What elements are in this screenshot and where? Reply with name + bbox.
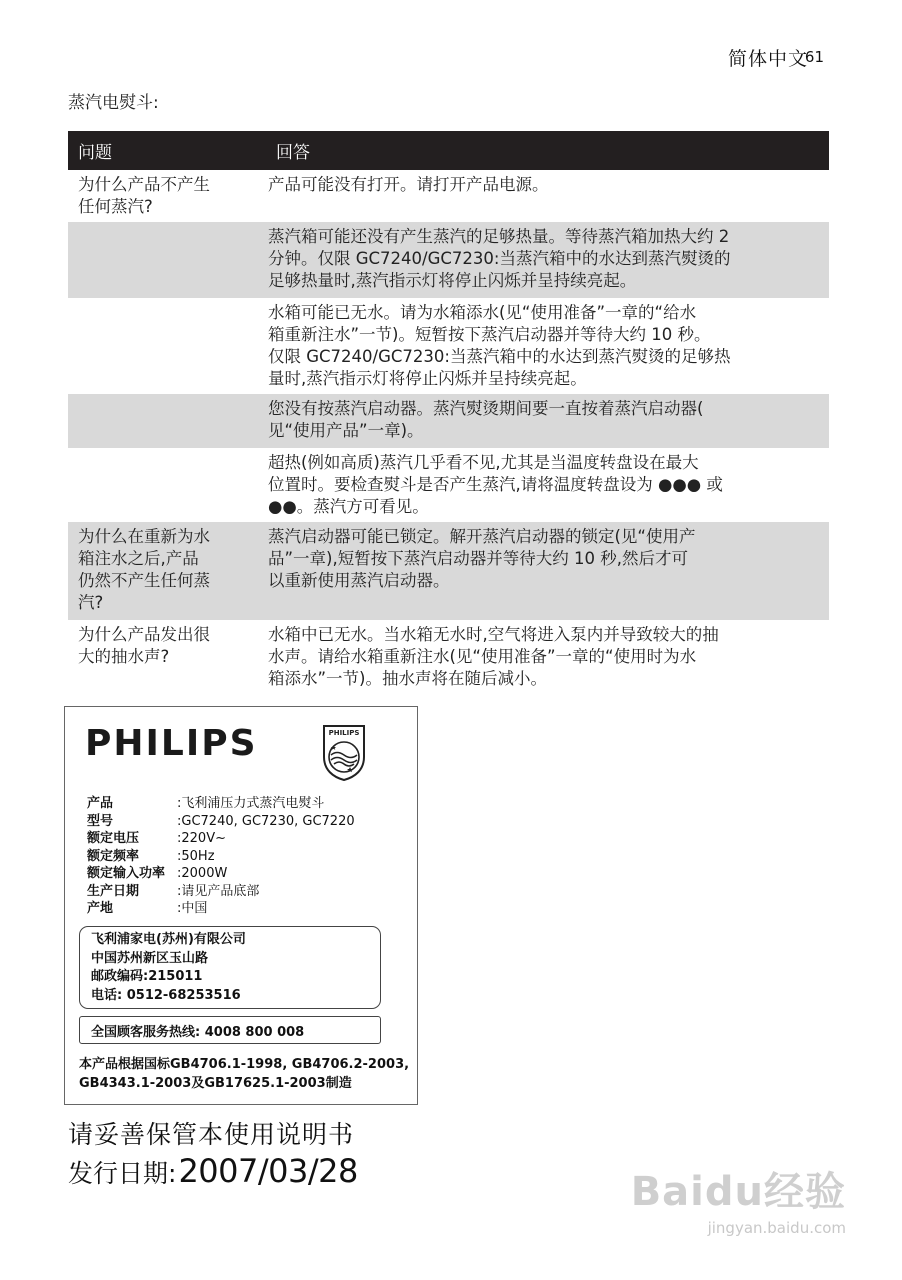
question-cell bbox=[68, 394, 268, 448]
question-line: 箱注水之后,产品 bbox=[78, 549, 199, 568]
answer-cell bbox=[268, 298, 829, 394]
table-row bbox=[68, 620, 829, 694]
watermark-url: jingyan.baidu.com bbox=[707, 1219, 846, 1237]
answer-cell bbox=[268, 448, 829, 522]
answer-line: 品”一章),短暂按下蒸汽启动器并等待大约 10 秒,然后才可 bbox=[268, 549, 688, 568]
question-line: 大的抽水声? bbox=[78, 647, 170, 666]
spec-value: :GC7240, GC7230, GC7220 bbox=[177, 813, 355, 829]
spec-row bbox=[87, 848, 355, 866]
question-line: 为什么产品发出很 bbox=[78, 625, 210, 644]
standards-line: 本产品根据国标GB4706.1-1998, GB4706.2-2003, bbox=[79, 1057, 410, 1072]
spec-value: :飞利浦压力式蒸汽电熨斗 bbox=[177, 796, 325, 811]
answer-line: 分钟。仅限 GC7240/GC7230:当蒸汽箱中的水达到蒸汽熨烫的 bbox=[268, 249, 731, 268]
answer-line: 位置时。要检查熨斗是否产生蒸汽,请将温度转盘设为 ●●● 或 bbox=[268, 475, 723, 494]
table-row bbox=[68, 394, 829, 448]
question-line: 任何蒸汽? bbox=[78, 197, 153, 216]
philips-shield-icon bbox=[322, 723, 366, 781]
section-title: 蒸汽电熨斗: bbox=[68, 93, 159, 113]
spec-value: :220V~ bbox=[177, 831, 226, 846]
spec-key: 额定输入功率 bbox=[87, 866, 166, 881]
spec-key: 型号 bbox=[87, 813, 114, 829]
answer-line: 量时,蒸汽指示灯将停止闪烁并呈持续亮起。 bbox=[268, 369, 587, 388]
spec-key: 产地 bbox=[87, 901, 114, 916]
spec-key: 产品 bbox=[87, 796, 114, 811]
table-row bbox=[68, 222, 829, 298]
hotline-box: 全国顾客服务热线: 4008 800 008 bbox=[79, 1016, 381, 1044]
table-row bbox=[68, 448, 829, 522]
answer-line: 仅限 GC7240/GC7230:当蒸汽箱中的水达到蒸汽熨烫的足够热 bbox=[268, 347, 731, 366]
answer-line: 产品可能没有打开。请打开产品电源。 bbox=[268, 175, 549, 194]
spec-key: 额定电压 bbox=[87, 831, 140, 846]
question-cell bbox=[68, 298, 268, 394]
address-line: 飞利浦家电(苏州)有限公司 bbox=[91, 932, 246, 947]
spec-row bbox=[87, 865, 355, 883]
header-answer: 回答 bbox=[276, 143, 310, 163]
header-question: 问题 bbox=[78, 143, 112, 163]
question-cell bbox=[68, 620, 268, 694]
answer-line: 箱添水”一节)。抽水声将在随后减小。 bbox=[268, 669, 547, 688]
spec-list bbox=[87, 795, 355, 918]
spec-value: :中国 bbox=[177, 901, 208, 916]
answer-line: 以重新使用蒸汽启动器。 bbox=[268, 571, 450, 590]
philips-logo: PHILIPS bbox=[85, 723, 258, 764]
answer-line: 水声。请给水箱重新注水(见“使用准备”一章的“使用时为水 bbox=[268, 647, 697, 666]
product-label bbox=[64, 706, 418, 1105]
spec-key: 生产日期 bbox=[87, 883, 140, 899]
spec-row bbox=[87, 795, 355, 813]
answer-line: 蒸汽启动器可能已锁定。解开蒸汽启动器的锁定(见“使用产 bbox=[268, 527, 696, 546]
answer-line: 超热(例如高质)蒸汽几乎看不见,尤其是当温度转盘设在最大 bbox=[268, 453, 699, 472]
page-number: 61 bbox=[804, 48, 824, 66]
address-box bbox=[79, 926, 381, 1009]
troubleshooting-table bbox=[68, 131, 829, 694]
question-line: 汽? bbox=[78, 593, 104, 612]
answer-line: 水箱中已无水。当水箱无水时,空气将进入泵内并导致较大的抽 bbox=[268, 625, 719, 644]
standards-line: GB4343.1-2003及GB17625.1-2003制造 bbox=[79, 1076, 352, 1091]
spec-row bbox=[87, 830, 355, 848]
question-line: 仍然不产生任何蒸 bbox=[78, 571, 210, 590]
shield-text: PHILIPS bbox=[328, 729, 360, 737]
issue-date: 2007/03/28 bbox=[178, 1152, 358, 1190]
spec-value: :50Hz bbox=[177, 848, 215, 864]
watermark bbox=[631, 1160, 846, 1237]
question-cell bbox=[68, 522, 268, 620]
address-line: 邮政编码:215011 bbox=[91, 969, 203, 984]
answer-cell bbox=[268, 620, 829, 694]
question-cell bbox=[68, 448, 268, 522]
standards-text bbox=[79, 1055, 414, 1093]
question-line: 为什么在重新为水 bbox=[78, 527, 210, 546]
question-cell bbox=[68, 170, 268, 222]
question-line: 为什么产品不产生 bbox=[78, 175, 210, 194]
answer-line: 足够热量时,蒸汽指示灯将停止闪烁并呈持续亮起。 bbox=[268, 271, 637, 290]
table-header bbox=[68, 131, 829, 170]
spec-row bbox=[87, 900, 355, 918]
answer-line: ●●。蒸汽方可看见。 bbox=[268, 497, 429, 516]
answer-line: 水箱可能已无水。请为水箱添水(见“使用准备”一章的“给水 bbox=[268, 303, 697, 322]
answer-cell bbox=[268, 170, 829, 222]
answer-line: 见“使用产品”一章)。 bbox=[268, 421, 424, 440]
answer-line: 箱重新注水”一节)。短暂按下蒸汽启动器并等待大约 10 秒。 bbox=[268, 325, 711, 344]
watermark-brand: Baidu经验 bbox=[630, 1169, 846, 1215]
table-row bbox=[68, 298, 829, 394]
issue-date-label: 发行日期: bbox=[68, 1159, 177, 1188]
spec-row bbox=[87, 883, 355, 901]
question-cell bbox=[68, 222, 268, 298]
issue-date-line bbox=[68, 1152, 358, 1190]
table-row bbox=[68, 522, 829, 620]
answer-cell bbox=[268, 222, 829, 298]
spec-value: :请见产品底部 bbox=[177, 883, 260, 899]
spec-row bbox=[87, 813, 355, 831]
address-line: 电话: 0512-68253516 bbox=[91, 987, 241, 1003]
keep-manual-text: 请妥善保管本使用说明书 bbox=[68, 1120, 355, 1149]
answer-line: 蒸汽箱可能还没有产生蒸汽的足够热量。等待蒸汽箱加热大约 2 bbox=[268, 227, 730, 246]
language-label: 简体中文 bbox=[727, 48, 808, 70]
answer-cell bbox=[268, 522, 829, 620]
address-line: 中国苏州新区玉山路 bbox=[91, 950, 209, 966]
answer-line: 您没有按蒸汽启动器。蒸汽熨烫期间要一直按着蒸汽启动器( bbox=[268, 399, 704, 418]
spec-key: 额定频率 bbox=[87, 848, 140, 864]
answer-cell bbox=[268, 394, 829, 448]
spec-value: :2000W bbox=[177, 866, 228, 881]
table-row bbox=[68, 170, 829, 222]
